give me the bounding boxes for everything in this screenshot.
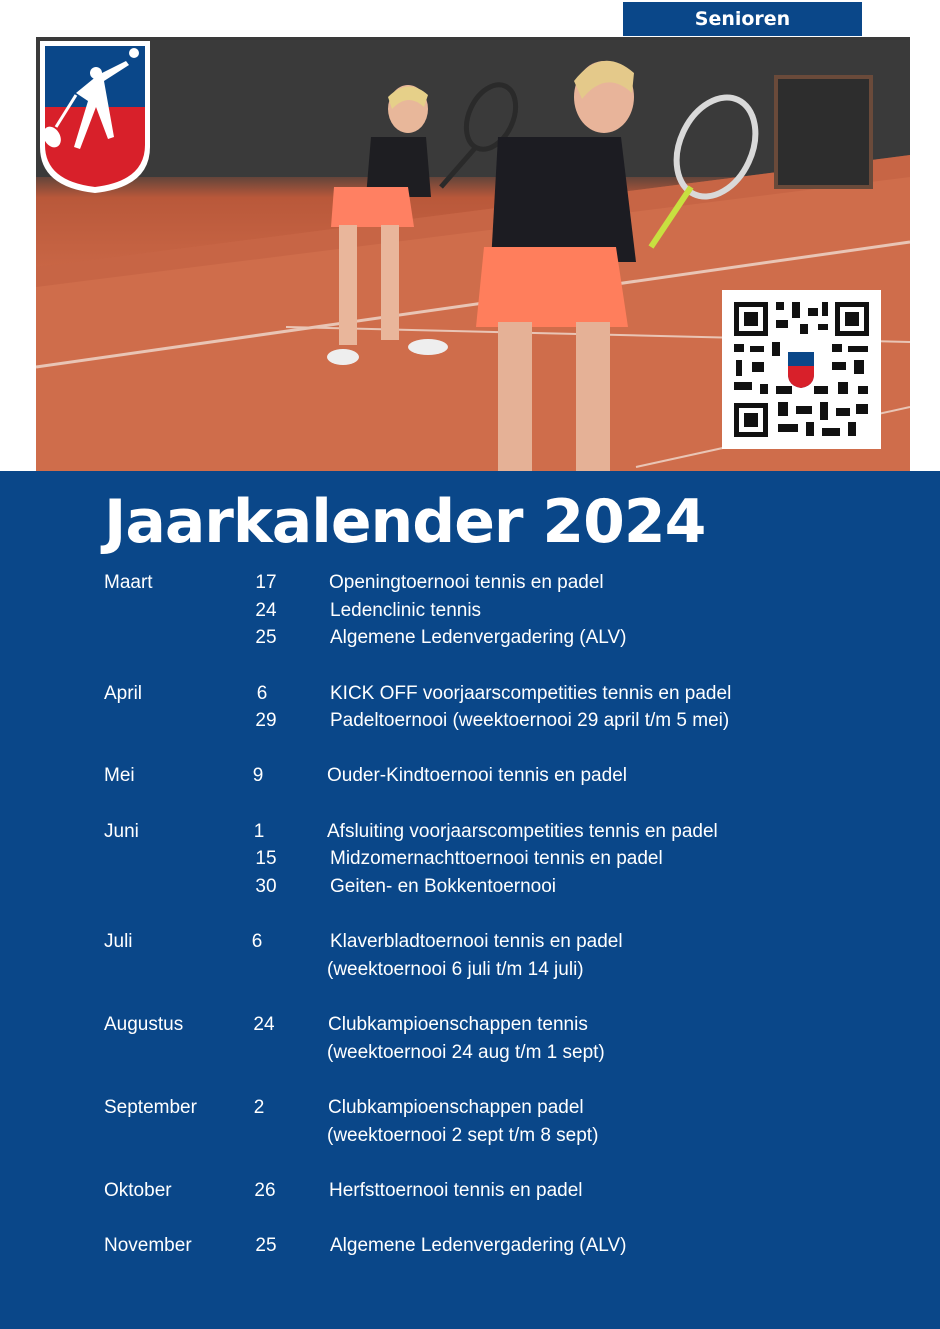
event-day: 6 xyxy=(256,683,268,704)
event-description-detail: (weektoernooi 6 juli t/m 14 juli) xyxy=(327,959,584,980)
month-label: April xyxy=(104,683,143,704)
month-label: Oktober xyxy=(104,1180,172,1201)
event-description: Ouder-Kindtoernooi tennis en padel xyxy=(327,765,627,786)
calendar-panel xyxy=(0,471,940,1329)
event-day: 1 xyxy=(253,821,265,842)
event-description: Herfsttoernooi tennis en padel xyxy=(329,1180,583,1201)
event-description-detail: (weektoernooi 2 sept t/m 8 sept) xyxy=(327,1125,599,1146)
event-description: Algemene Ledenvergadering (ALV) xyxy=(330,627,627,648)
senioren-tab: Senioren xyxy=(623,2,862,36)
event-day: 15 xyxy=(255,848,277,869)
event-day: 6 xyxy=(251,931,263,952)
event-day: 30 xyxy=(255,876,277,897)
event-description: Padeltoernooi (weektoernooi 29 april t/m 5 mei) xyxy=(330,710,730,731)
event-day: 26 xyxy=(254,1180,276,1201)
event-day: 29 xyxy=(255,710,277,731)
event-description: Midzomernachttoernooi tennis en padel xyxy=(330,848,663,869)
event-description: Openingtoernooi tennis en padel xyxy=(329,572,604,593)
tennis-photo xyxy=(36,37,910,471)
event-description: Algemene Ledenvergadering (ALV) xyxy=(330,1235,627,1256)
event-day: 17 xyxy=(255,572,277,593)
event-description: Ledenclinic tennis xyxy=(330,600,482,621)
month-label: Maart xyxy=(104,572,153,593)
month-label: Juli xyxy=(104,931,133,952)
month-label: September xyxy=(104,1097,197,1118)
event-day: 2 xyxy=(253,1097,265,1118)
event-description: Afsluiting voorjaarscompetities tennis en padel xyxy=(327,821,718,842)
calendar-title: Jaarkalender 2024 xyxy=(104,487,706,557)
month-label: Juni xyxy=(104,821,139,842)
event-day: 9 xyxy=(252,765,264,786)
tvb-logo xyxy=(36,37,154,197)
month-label: November xyxy=(104,1235,192,1256)
event-day: 25 xyxy=(255,627,277,648)
month-label: Augustus xyxy=(104,1014,184,1035)
event-description: Klaverbladtoernooi tennis en padel xyxy=(330,931,623,952)
event-day: 24 xyxy=(253,1014,275,1035)
event-description-detail: (weektoernooi 24 aug t/m 1 sept) xyxy=(327,1042,605,1063)
event-day: 24 xyxy=(255,600,277,621)
qr-code-icon xyxy=(722,290,881,449)
event-description: Geiten- en Bokkentoernooi xyxy=(330,876,557,897)
month-label: Mei xyxy=(104,765,135,786)
event-day: 25 xyxy=(255,1235,277,1256)
event-description: Clubkampioenschappen padel xyxy=(328,1097,584,1118)
event-description: Clubkampioenschappen tennis xyxy=(328,1014,588,1035)
event-description: KICK OFF voorjaarscompetities tennis en padel xyxy=(330,683,732,704)
